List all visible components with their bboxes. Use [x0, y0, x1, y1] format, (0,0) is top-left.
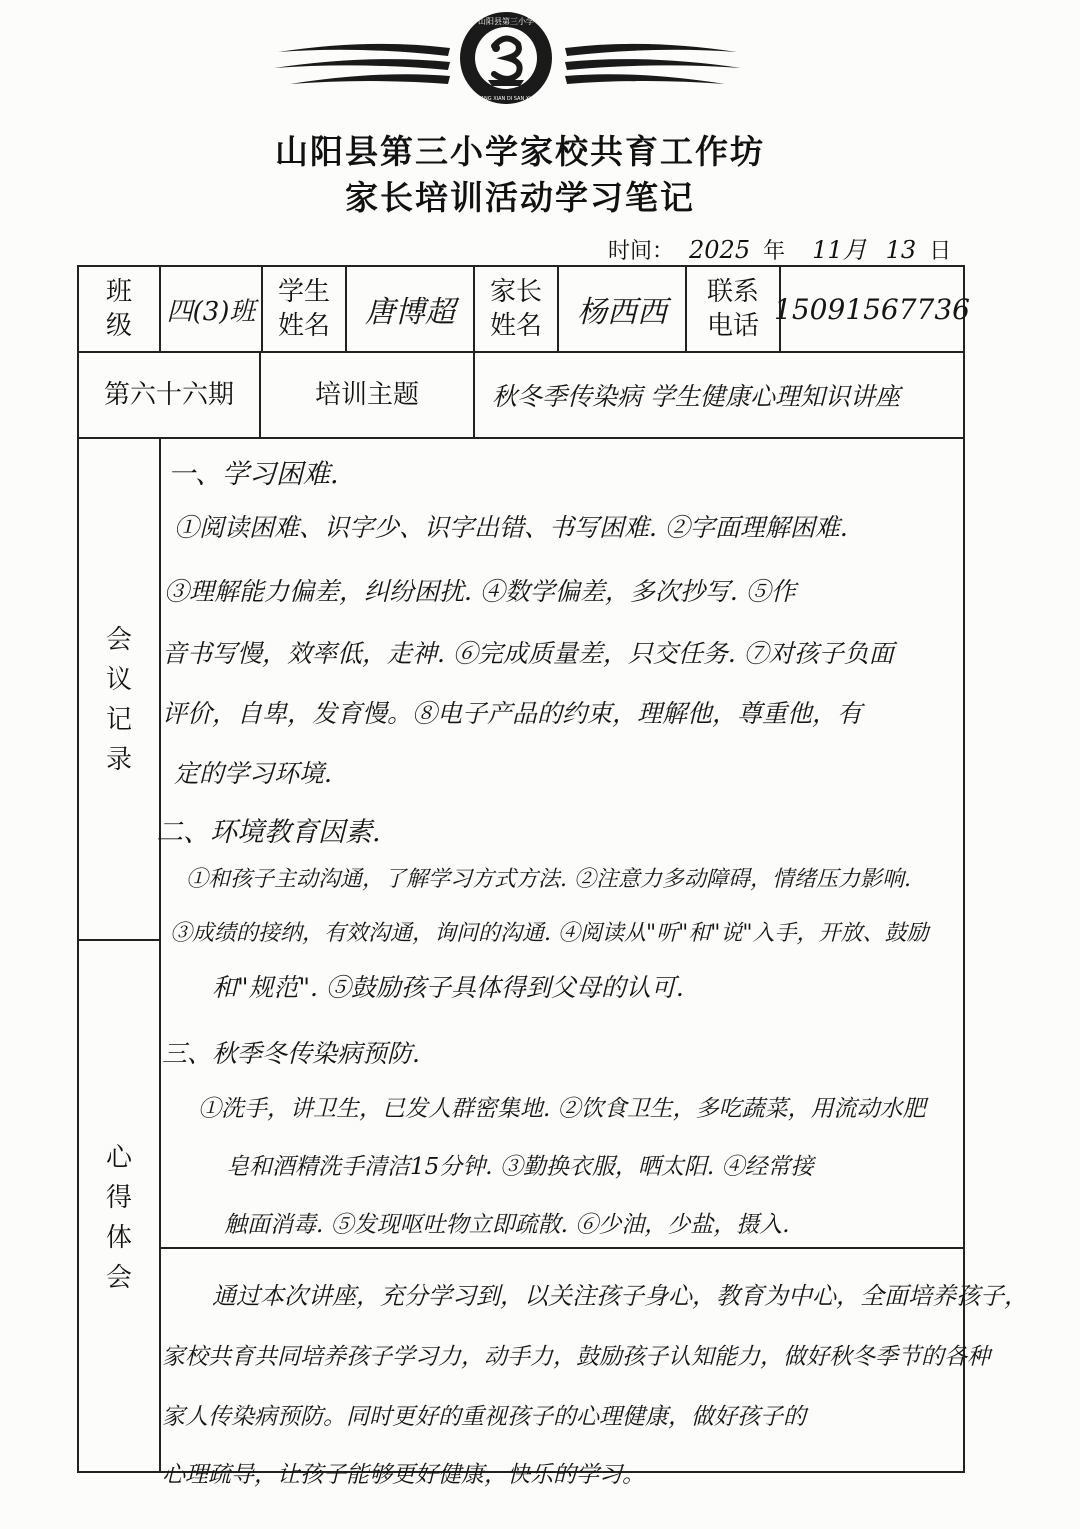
meeting-note-line: ①洗手，讲卫生，已发人群密集地. ②饮食卫生，多吃蔬菜，用流动水肥	[198, 1096, 926, 1122]
meeting-note-line: ①和孩子主动沟通，了解学习方式方法. ②注意力多动障碍，情绪压力影响.	[186, 867, 911, 892]
school-seal-logo	[458, 10, 554, 106]
date-label: 时间：	[608, 239, 675, 264]
topic-value: 秋冬季传染病 学生健康心理知识讲座	[492, 382, 900, 411]
class-label-line-2: 级	[105, 311, 132, 341]
wing-decoration-right	[560, 38, 745, 90]
meeting-note-line: 触面消毒. ⑤发现呕吐物立即疏散. ⑥少油，少盐，摄入.	[224, 1212, 790, 1238]
parent-label-line-1: 家长	[489, 277, 542, 307]
meeting-note-line: ③理解能力偏差，纠纷困扰. ④数学偏差，多次抄写. ⑤作	[164, 577, 796, 606]
reflection-line: 通过本次讲座，充分学习到，以关注孩子身心，教育为中心，全面培养孩子，	[212, 1282, 1028, 1310]
date-year-value: 2025	[689, 236, 751, 264]
meeting-note-line: ①阅读困难、识字少、识字出错、书写困难. ②字面理解困难.	[174, 513, 848, 542]
meeting-label-char: 录	[105, 745, 132, 775]
meeting-label-char: 会	[105, 625, 132, 655]
date-month-value: 11月	[812, 236, 867, 264]
page-title-line-2: 家长培训活动学习笔记	[345, 178, 695, 217]
date-row	[608, 230, 951, 265]
meeting-note-line: 评价，自卑，发育慢。⑧电子产品的约束，理解他，尊重他，有	[162, 699, 863, 728]
svg-text:SHAN YANG XIAN DI SAN XIAO XUE: SHAN YANG XIAN DI SAN XIAO XUE	[462, 96, 550, 102]
meeting-note-line: 定的学习环境.	[174, 759, 332, 788]
meeting-label-char: 议	[105, 665, 132, 695]
meeting-record-label	[99, 620, 139, 780]
phone-value: 15091567736	[774, 292, 970, 326]
svg-text:山阳县第三小学: 山阳县第三小学	[478, 17, 534, 26]
parent-label-line-2: 姓名	[489, 311, 542, 341]
reflection-label-char: 得	[105, 1183, 132, 1213]
student-label-line-2: 姓名	[277, 311, 330, 341]
meeting-note-line: 二、环境教育因素.	[156, 817, 381, 848]
meeting-note-line: 音书写慢，效率低，走神. ⑥完成质量差，只交任务. ⑦对孩子负面	[162, 639, 894, 668]
date-year-unit: 年	[763, 239, 786, 264]
reflection-line: 家人传染病预防。同时更好的重视孩子的心理健康，做好孩子的	[162, 1404, 806, 1430]
meeting-note-line: ③成绩的接纳，有效沟通，询问的沟通. ④阅读从"听"和"说"入手，开放、鼓励	[170, 921, 929, 946]
student-name-label	[262, 266, 346, 352]
meeting-note-line: 一、学习困难.	[168, 459, 339, 490]
class-label-line-1: 班	[105, 277, 132, 307]
meeting-note-line: 皂和酒精洗手清洁15分钟. ③勤换衣服，晒太阳. ④经常接	[226, 1154, 814, 1180]
date-day-unit: 日	[929, 239, 952, 264]
student-label-line-1: 学生	[277, 277, 330, 307]
class-label	[78, 266, 160, 352]
wing-decoration-left	[270, 38, 455, 90]
reflection-label	[99, 1138, 139, 1298]
reflection-line: 心理疏导，让孩子能够更好健康，快乐的学习。	[162, 1462, 645, 1488]
date-day-value: 13	[885, 236, 917, 264]
meeting-notes	[156, 438, 1075, 1248]
parent-name-value: 杨西西	[577, 295, 667, 330]
reflection-label-char: 体	[105, 1223, 132, 1253]
reflection-label-char: 会	[105, 1263, 132, 1293]
meeting-note-line: 三、秋季冬传染病预防.	[162, 1039, 420, 1068]
period-label: 第六十六期	[103, 380, 234, 410]
meeting-label-char: 记	[105, 705, 132, 735]
class-value: 四(3)班	[166, 296, 256, 327]
student-name-value: 唐博超	[365, 295, 455, 330]
reflection-label-char: 心	[105, 1143, 132, 1173]
reflection-line: 家校共育共同培养孩子学习力，动手力，鼓励孩子认知能力，做好秋冬季节的各种	[162, 1344, 990, 1370]
reflection-notes	[160, 1248, 1075, 1528]
parent-name-label	[474, 266, 558, 352]
topic-label: 培训主题	[314, 380, 419, 410]
phone-label	[686, 266, 780, 352]
phone-label-line-2: 电话	[706, 311, 759, 341]
phone-label-line-1: 联系	[706, 277, 759, 307]
page-title-line-1: 山阳县第三小学家校共育工作坊	[275, 132, 765, 171]
meeting-note-line: 和"规范". ⑤鼓励孩子具体得到父母的认可.	[212, 973, 684, 1002]
